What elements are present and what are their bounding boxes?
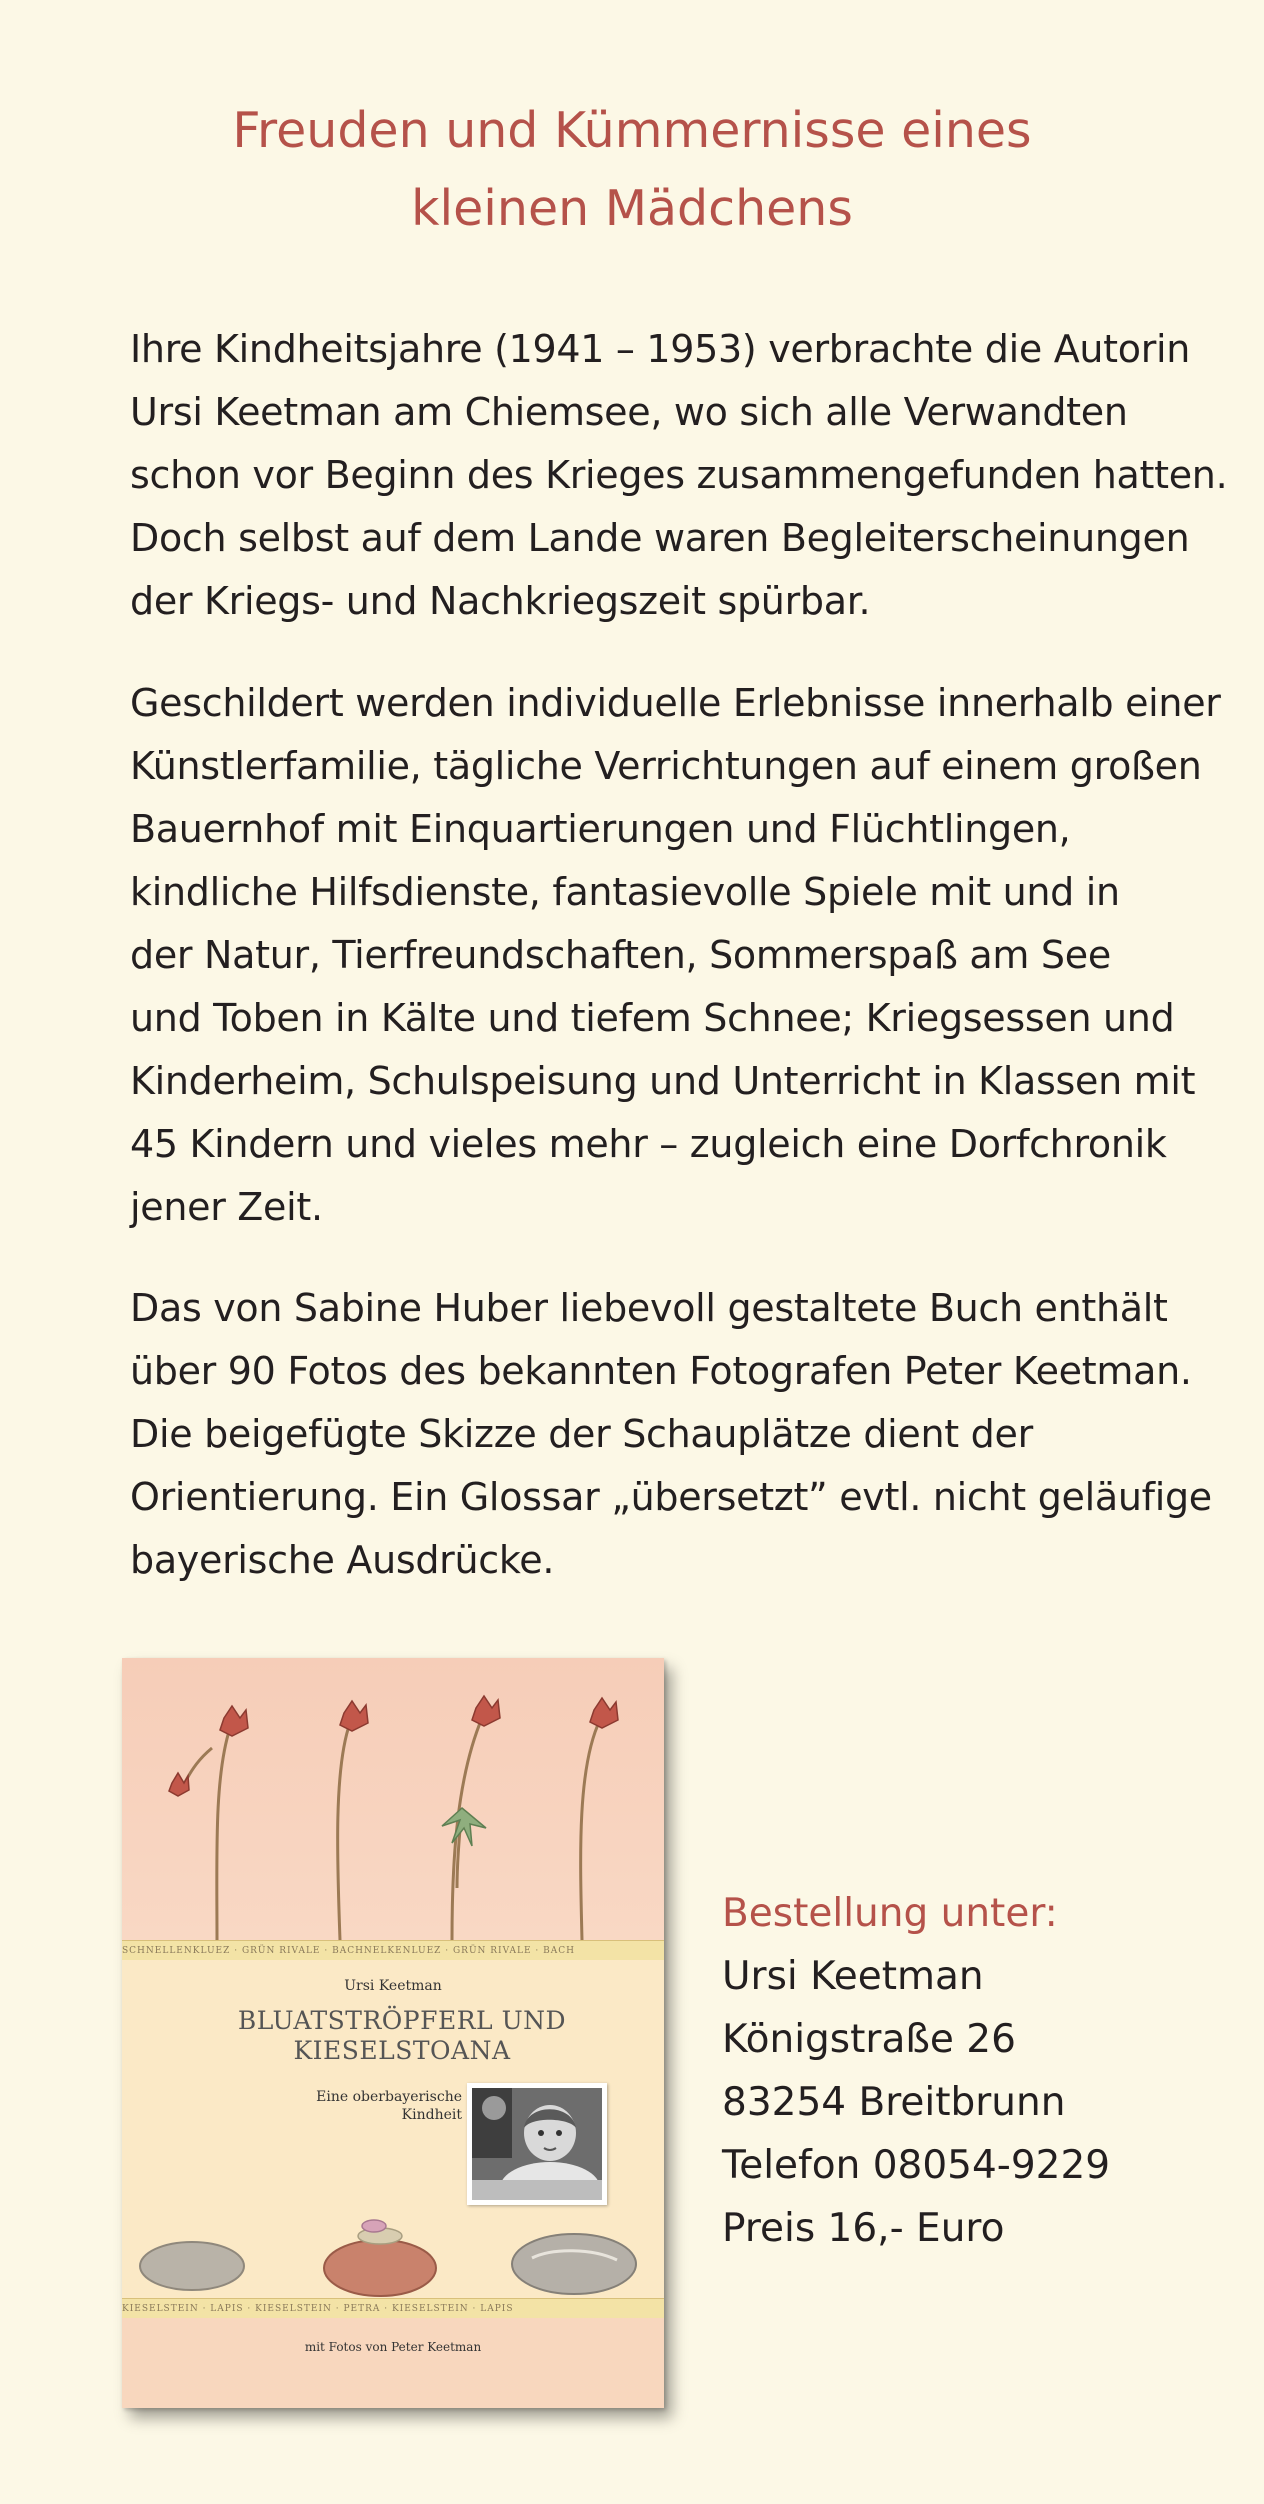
text-line: Bauernhof mit Einquartierungen und Flüchtlingen, [130, 807, 1071, 851]
flower-5 [590, 1698, 618, 1728]
text-line: Orientierung. Ein Glossar „übersetzt” evtl. nicht geläufige [130, 1475, 1212, 1519]
leaf-sprout [442, 1808, 486, 1846]
book-title-line-2: KIESELSTOANA [293, 2036, 511, 2065]
flower-4 [472, 1696, 500, 1726]
text-line: Ihre Kindheitsjahre (1941 – 1953) verbrachte die Autorin [130, 327, 1191, 371]
text-line: Doch selbst auf dem Lande waren Begleiterscheinungen [130, 516, 1190, 560]
text-line: bayerische Ausdrücke. [130, 1538, 555, 1582]
text-line: Künstlerfamilie, tägliche Verrichtungen auf einem großen [130, 744, 1202, 788]
book-subtitle [272, 2088, 462, 2124]
order-street: Königstraße 26 [722, 2017, 1016, 2062]
book-subtitle-line-2: Kindheit [401, 2107, 462, 2123]
text-line: der Kriegs- und Nachkriegszeit spürbar. [130, 579, 871, 623]
order-info [722, 1882, 1222, 2260]
flowers-illustration [122, 1658, 664, 1940]
book-cover-illustration [122, 1658, 664, 1940]
text-line: Das von Sabine Huber liebevoll gestaltete Buch enthält [130, 1286, 1168, 1330]
order-name: Ursi Keetman [722, 1954, 984, 1999]
title-line-1: Freuden und Kümmernisse eines [232, 102, 1032, 159]
page-title [0, 92, 1264, 248]
text-line: kindliche Hilfsdienste, fantasievolle Spiele mit und in [130, 870, 1120, 914]
paragraph-book-details [130, 1277, 1212, 1592]
child-photo-image [472, 2088, 602, 2200]
text-line: Kinderheim, Schulspeisung und Unterricht in Klassen mit [130, 1059, 1196, 1103]
stones-illustration [122, 2198, 664, 2298]
paragraph-content [130, 672, 1221, 1239]
flower-2 [169, 1773, 189, 1796]
order-city: 83254 Breitbrunn [722, 2080, 1066, 2125]
book-cover [122, 1658, 664, 2408]
text-line: schon vor Beginn des Krieges zusammengefunden hatten. [130, 453, 1228, 497]
text-line: der Natur, Tierfreundschaften, Sommerspaß am See [130, 933, 1111, 977]
text-line: und Toben in Kälte und tiefem Schnee; Kriegsessen und [130, 996, 1175, 1040]
flower-3 [340, 1701, 368, 1731]
book-author: Ursi Keetman [344, 1978, 442, 1994]
paragraph-intro [130, 318, 1228, 633]
text-line: Geschildert werden individuelle Erlebnisse innerhalb einer [130, 681, 1221, 725]
book-title [182, 2006, 622, 2066]
order-heading: Bestellung unter: [722, 1891, 1058, 1936]
book-cover-bottom [122, 2318, 664, 2408]
text-line: Die beigefügte Skizze der Schauplätze dient der [130, 1412, 1033, 1456]
text-line: Ursi Keetman am Chiemsee, wo sich alle Verwandten [130, 390, 1128, 434]
book-subtitle-line-1: Eine oberbayerische [316, 2089, 462, 2105]
book-band-top: SCHNELLENKLUEZ · GRÜN RIVALE · BACHNELKENLUEZ · GRÜN RIVALE · BACH [122, 1940, 664, 1962]
order-price: Preis 16,- Euro [722, 2206, 1005, 2251]
text-line: 45 Kindern und vieles mehr – zugleich eine Dorfchronik [130, 1122, 1167, 1166]
flower-1 [220, 1706, 248, 1736]
book-title-line-1: BLUATSTRÖPFERL UND [237, 2006, 567, 2035]
text-line: über 90 Fotos des bekannten Fotografen Peter Keetman. [130, 1349, 1192, 1393]
title-line-2: kleinen Mädchens [411, 180, 853, 237]
book-band-bottom: KIESELSTEIN · LAPIS · KIESELSTEIN · PETRA · KIESELSTEIN · LAPIS [122, 2298, 664, 2320]
order-phone: Telefon 08054-9229 [722, 2143, 1111, 2188]
book-photo-credit: mit Fotos von Peter Keetman [304, 2340, 482, 2354]
child-photo [467, 2083, 607, 2205]
text-line: jener Zeit. [130, 1185, 323, 1229]
